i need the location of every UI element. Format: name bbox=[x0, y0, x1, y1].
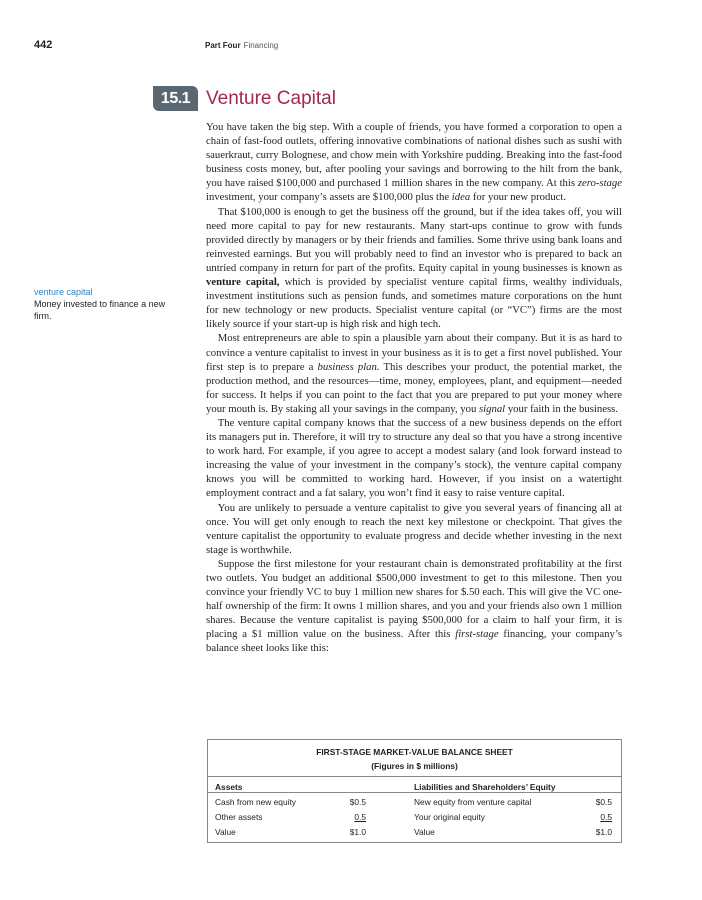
text-run: Suppose the first milestone for your restaurant chain is demonstrated profitability at the first two outlets. You budget an additional $500,000 investment to get to this milestone. Then you convince your friendly VC to buy 1 million new shares for $.50 each. This will give the VC one-half ownership of the firm: It owns 1 million shares, and you and your friends also own 1 million shares. Because the venture capitalist is paying $500,000 for a claim to half your firm, it is placing a $1 million value on the business. After this bbox=[206, 557, 622, 641]
italic-term: first-stage bbox=[455, 628, 499, 641]
section-number-badge: 15.1 bbox=[153, 86, 198, 111]
margin-definition-text: Money invested to finance a new firm. bbox=[34, 299, 166, 321]
table-cell-asset: Cash from new equity bbox=[215, 797, 296, 807]
table-cell-liability: Your original equity bbox=[414, 812, 485, 822]
paragraph-1 bbox=[206, 120, 622, 205]
margin-definition bbox=[34, 286, 184, 322]
table-cell-asset: Other assets bbox=[215, 812, 263, 822]
table-cell-liability-value: $0.5 bbox=[595, 797, 612, 807]
paragraph-6 bbox=[206, 557, 622, 656]
italic-term: signal bbox=[479, 402, 506, 415]
bold-key-term: venture capital, bbox=[206, 276, 280, 289]
text-run: for your new product. bbox=[470, 191, 567, 204]
part-title: Financing bbox=[243, 41, 279, 50]
italic-term: idea bbox=[451, 191, 471, 204]
body-text bbox=[206, 120, 622, 656]
table-title: FIRST-STAGE MARKET-VALUE BALANCE SHEET bbox=[316, 747, 513, 757]
table-divider bbox=[208, 776, 621, 777]
table-cell-liability: New equity from venture capital bbox=[414, 797, 532, 807]
table-subtitle: (Figures in $ millions) bbox=[371, 761, 458, 771]
text-run: This describes your product, the potential market, the production method, and the resources—time, money, employees, plant, and equipment—needed for success. It helps if you can point to the fact that you are prepared to put your money where your mouth is. By staking all your savings in the company, you bbox=[206, 360, 622, 415]
text-run: investment, your company’s assets are $100,000 plus the bbox=[206, 191, 452, 204]
paragraph-2 bbox=[206, 205, 622, 332]
section-title: Venture Capital bbox=[206, 88, 336, 109]
text-run: You have taken the big step. With a couple of friends, you have formed a corporation to open a chain of fast-food outlets, offering innovative combinations of national dishes such as sushi with sauerkraut, curry Bolognese, and chow mein with Yorkshire pudding. Breaking into the fast-food business costs money, but, after pooling your savings and borrowing to the hilt from the bank, you have raised $100,000 and purchased 1 million shares in the new company. At this bbox=[206, 121, 622, 190]
table-cell-liability-value: 0.5 bbox=[600, 812, 612, 822]
page-number: 442 bbox=[34, 39, 53, 51]
text-run: your faith in the business. bbox=[505, 402, 618, 415]
assets-header: Assets bbox=[215, 782, 243, 792]
table-cell-liability-value: $1.0 bbox=[595, 827, 612, 837]
running-head bbox=[205, 41, 278, 50]
table-cell-asset-value: $0.5 bbox=[349, 797, 366, 807]
paragraph-3 bbox=[206, 331, 622, 416]
margin-term: venture capital bbox=[34, 287, 93, 297]
table-cell-asset-value: 0.5 bbox=[354, 812, 366, 822]
balance-sheet-table bbox=[207, 739, 622, 843]
italic-term: business plan. bbox=[317, 360, 380, 373]
paragraph-5: You are unlikely to persuade a venture capitalist to give you several years of financing all at once. You will get only enough to reach the next key milestone or checkpoint. That gives the venture capitalist the opportunity to evaluate progress and decide whether investing in the next stage is worthwhile. bbox=[206, 501, 622, 556]
text-run: financing, your company’s balance sheet looks like this: bbox=[206, 628, 622, 655]
italic-term: zero-stage bbox=[577, 177, 622, 190]
table-divider bbox=[208, 792, 621, 793]
table-cell-asset-value: $1.0 bbox=[349, 827, 366, 837]
text-run: That $100,000 is enough to get the business off the ground, but if the idea takes off, you will need more capital to pay for new restaurants. Many start-ups continue to grow with funds provided directly by managers or by their friends and families. Some thrive using bank loans and reinvested earnings. But you will probably need to find an investor who is prepared to back an untried company in return for part of the profits. Equity capital in young businesses is known as bbox=[206, 205, 622, 274]
table-cell-liability: Value bbox=[414, 827, 435, 837]
text-run: Most entrepreneurs are able to spin a plausible yarn about their company. But it is as hard to convince a venture capitalist to invest in your business as it is to get a first novel published. Your first step is to prepare a bbox=[206, 332, 622, 373]
part-label: Part Four bbox=[205, 41, 241, 50]
text-run: which is provided by specialist venture capital firms, wealthy individuals, investment institutions such as pension funds, and sometimes mature corporations on the hunt for new technology or new products. Specialist venture capital (or “VC”) firms are the most likely source if your start-up is high risk and high tech. bbox=[206, 276, 622, 331]
paragraph-4: The venture capital company knows that the success of a new business depends on the effort its managers put in. Therefore, it will try to structure any deal so that you have a strong incentive to work hard. For example, if you agree to accept a modest salary (and look forward instead to increasing the value of your investment in the company’s stock), the venture capital company knows you will be committed to working hard. However, if you insist on a watertight employment contract and a fat salary, you won’t find it easy to raise venture capital. bbox=[206, 416, 622, 500]
table-cell-asset: Value bbox=[215, 827, 236, 837]
liabilities-header: Liabilities and Shareholders’ Equity bbox=[414, 782, 556, 792]
